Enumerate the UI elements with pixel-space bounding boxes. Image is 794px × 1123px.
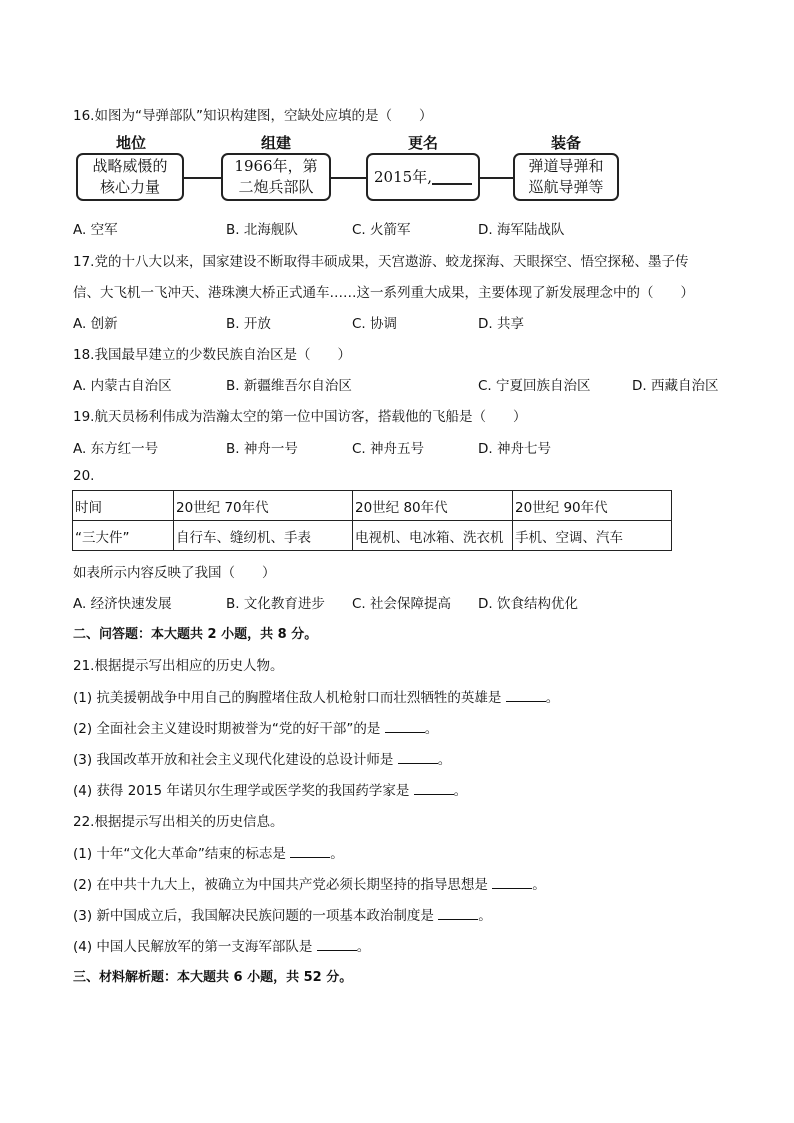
answer-blank[interactable] bbox=[385, 720, 425, 733]
q18-stem: 18.我国最早建立的少数民族自治区是（ ） bbox=[73, 347, 351, 363]
q18-option-b[interactable]: B. 新疆维吾尔自治区 bbox=[226, 378, 352, 394]
diagram-connector bbox=[480, 177, 513, 179]
diagram-box-text: 巡航导弹等 bbox=[528, 178, 604, 196]
answer-blank[interactable] bbox=[438, 907, 478, 920]
diagram-box-formation bbox=[221, 153, 331, 201]
q19-option-b[interactable]: B. 神舟一号 bbox=[226, 441, 298, 457]
table-cell: “三大件” bbox=[73, 521, 174, 551]
q22-item-4: (4) 中国人民解放军的第一支海军部队是 。 bbox=[73, 939, 371, 955]
q22-item-2: (2) 在中共十九大上，被确立为中国共产党必须长期坚持的指导思想是 。 bbox=[73, 877, 546, 893]
diagram-box-equipment bbox=[513, 153, 619, 201]
answer-blank[interactable] bbox=[317, 938, 357, 951]
q17-option-a[interactable]: A. 创新 bbox=[73, 316, 118, 332]
diagram-header-position: 地位 bbox=[115, 134, 146, 152]
q22-stem: 22.根据提示写出相关的历史信息。 bbox=[73, 814, 284, 830]
diagram-box-rename bbox=[366, 153, 480, 201]
q16-option-c[interactable]: C. 火箭军 bbox=[352, 222, 411, 238]
diagram-connector bbox=[331, 177, 366, 179]
section-2-heading: 二、问答题：本大题共 2 小题，共 8 分。 bbox=[73, 627, 318, 642]
q18-option-a[interactable]: A. 内蒙古自治区 bbox=[73, 378, 172, 394]
q20-option-a[interactable]: A. 经济快速发展 bbox=[73, 596, 172, 612]
answer-blank[interactable] bbox=[398, 751, 438, 764]
q19-stem: 19.航天员杨利伟成为浩瀚太空的第一位中国访客，搭载他的飞船是（ ） bbox=[73, 409, 527, 425]
diagram-connector bbox=[184, 177, 221, 179]
q21-item-2: (2) 全面社会主义建设时期被誉为“党的好干部”的是 。 bbox=[73, 721, 439, 737]
answer-blank[interactable] bbox=[492, 876, 532, 889]
q18-option-c[interactable]: C. 宁夏回族自治区 bbox=[478, 378, 591, 394]
diagram-blank bbox=[432, 169, 472, 185]
q22-item-3: (3) 新中国成立后，我国解决民族问题的一项基本政治制度是 。 bbox=[73, 908, 492, 924]
q21-item-4: (4) 获得 2015 年诺贝尔生理学或医学奖的我国药学家是 。 bbox=[73, 783, 468, 799]
q20-table bbox=[72, 490, 672, 551]
q20-number: 20. bbox=[73, 468, 95, 484]
q17-option-c[interactable]: C. 协调 bbox=[352, 316, 398, 332]
diagram-box-text: 1966年，第 bbox=[234, 157, 318, 175]
answer-blank[interactable] bbox=[506, 689, 546, 702]
section-3-heading: 三、材料解析题：本大题共 6 小题，共 52 分。 bbox=[73, 970, 353, 985]
diagram-box-text: 核心力量 bbox=[99, 178, 160, 196]
q17-stem-line1: 17.党的十八大以来，国家建设不断取得丰硕成果，天宫遨游、蛟龙探海、天眼探空、悟空探秘、墨子传 bbox=[73, 254, 689, 270]
diagram-box-text: 战略威慑的 bbox=[92, 157, 168, 175]
diagram-box-text: 弹道导弹和 bbox=[528, 157, 604, 175]
q16-stem: 16.如图为“导弹部队”知识构建图，空缺处应填的是（ ） bbox=[73, 108, 433, 124]
diagram-header-formation: 组建 bbox=[260, 134, 291, 152]
table-row bbox=[73, 521, 672, 551]
q17-stem-line2: 信、大飞机一飞冲天、港珠澳大桥正式通车……这一系列重大成果，主要体现了新发展理念中的（ ） bbox=[73, 285, 694, 301]
q19-option-c[interactable]: C. 神舟五号 bbox=[352, 441, 425, 457]
q17-option-d[interactable]: D. 共享 bbox=[478, 316, 524, 332]
diagram-box-text: 二炮兵部队 bbox=[238, 178, 314, 196]
q17-option-b[interactable]: B. 开放 bbox=[226, 316, 271, 332]
table-cell: 20世纪 90年代 bbox=[513, 491, 672, 521]
table-cell: 电视机、电冰箱、洗衣机 bbox=[353, 521, 513, 551]
q19-option-a[interactable]: A. 东方红一号 bbox=[73, 441, 159, 457]
q16-option-b[interactable]: B. 北海舰队 bbox=[226, 222, 298, 238]
diagram-header-equipment: 装备 bbox=[550, 134, 581, 152]
q20-option-c[interactable]: C. 社会保障提高 bbox=[352, 596, 452, 612]
q20-stem: 如表所示内容反映了我国（ ） bbox=[73, 565, 276, 581]
table-cell: 手机、空调、汽车 bbox=[513, 521, 672, 551]
q20-option-b[interactable]: B. 文化教育进步 bbox=[226, 596, 325, 612]
q21-item-3: (3) 我国改革开放和社会主义现代化建设的总设计师是 。 bbox=[73, 752, 452, 768]
answer-blank[interactable] bbox=[414, 782, 454, 795]
diagram-header-rename: 更名 bbox=[407, 134, 438, 152]
table-cell: 时间 bbox=[73, 491, 174, 521]
table-cell: 20世纪 80年代 bbox=[353, 491, 513, 521]
q16-option-d[interactable]: D. 海军陆战队 bbox=[478, 222, 565, 238]
q22-item-1: (1) 十年“文化大革命”结束的标志是 。 bbox=[73, 846, 344, 862]
q16-option-a[interactable]: A. 空军 bbox=[73, 222, 118, 238]
q21-stem: 21.根据提示写出相应的历史人物。 bbox=[73, 658, 284, 674]
table-cell: 20世纪 70年代 bbox=[174, 491, 353, 521]
table-cell: 自行车、缝纫机、手表 bbox=[174, 521, 353, 551]
diagram-box-position bbox=[76, 153, 184, 201]
q21-item-1: (1) 抗美援朝战争中用自己的胸膛堵住敌人机枪射口而壮烈牺牲的英雄是 。 bbox=[73, 690, 560, 706]
diagram-box-text: 2015年, bbox=[374, 167, 432, 186]
q18-option-d[interactable]: D. 西藏自治区 bbox=[632, 378, 719, 394]
q20-option-d[interactable]: D. 饮食结构优化 bbox=[478, 596, 578, 612]
table-row bbox=[73, 491, 672, 521]
answer-blank[interactable] bbox=[290, 845, 330, 858]
q19-option-d[interactable]: D. 神舟七号 bbox=[478, 441, 551, 457]
